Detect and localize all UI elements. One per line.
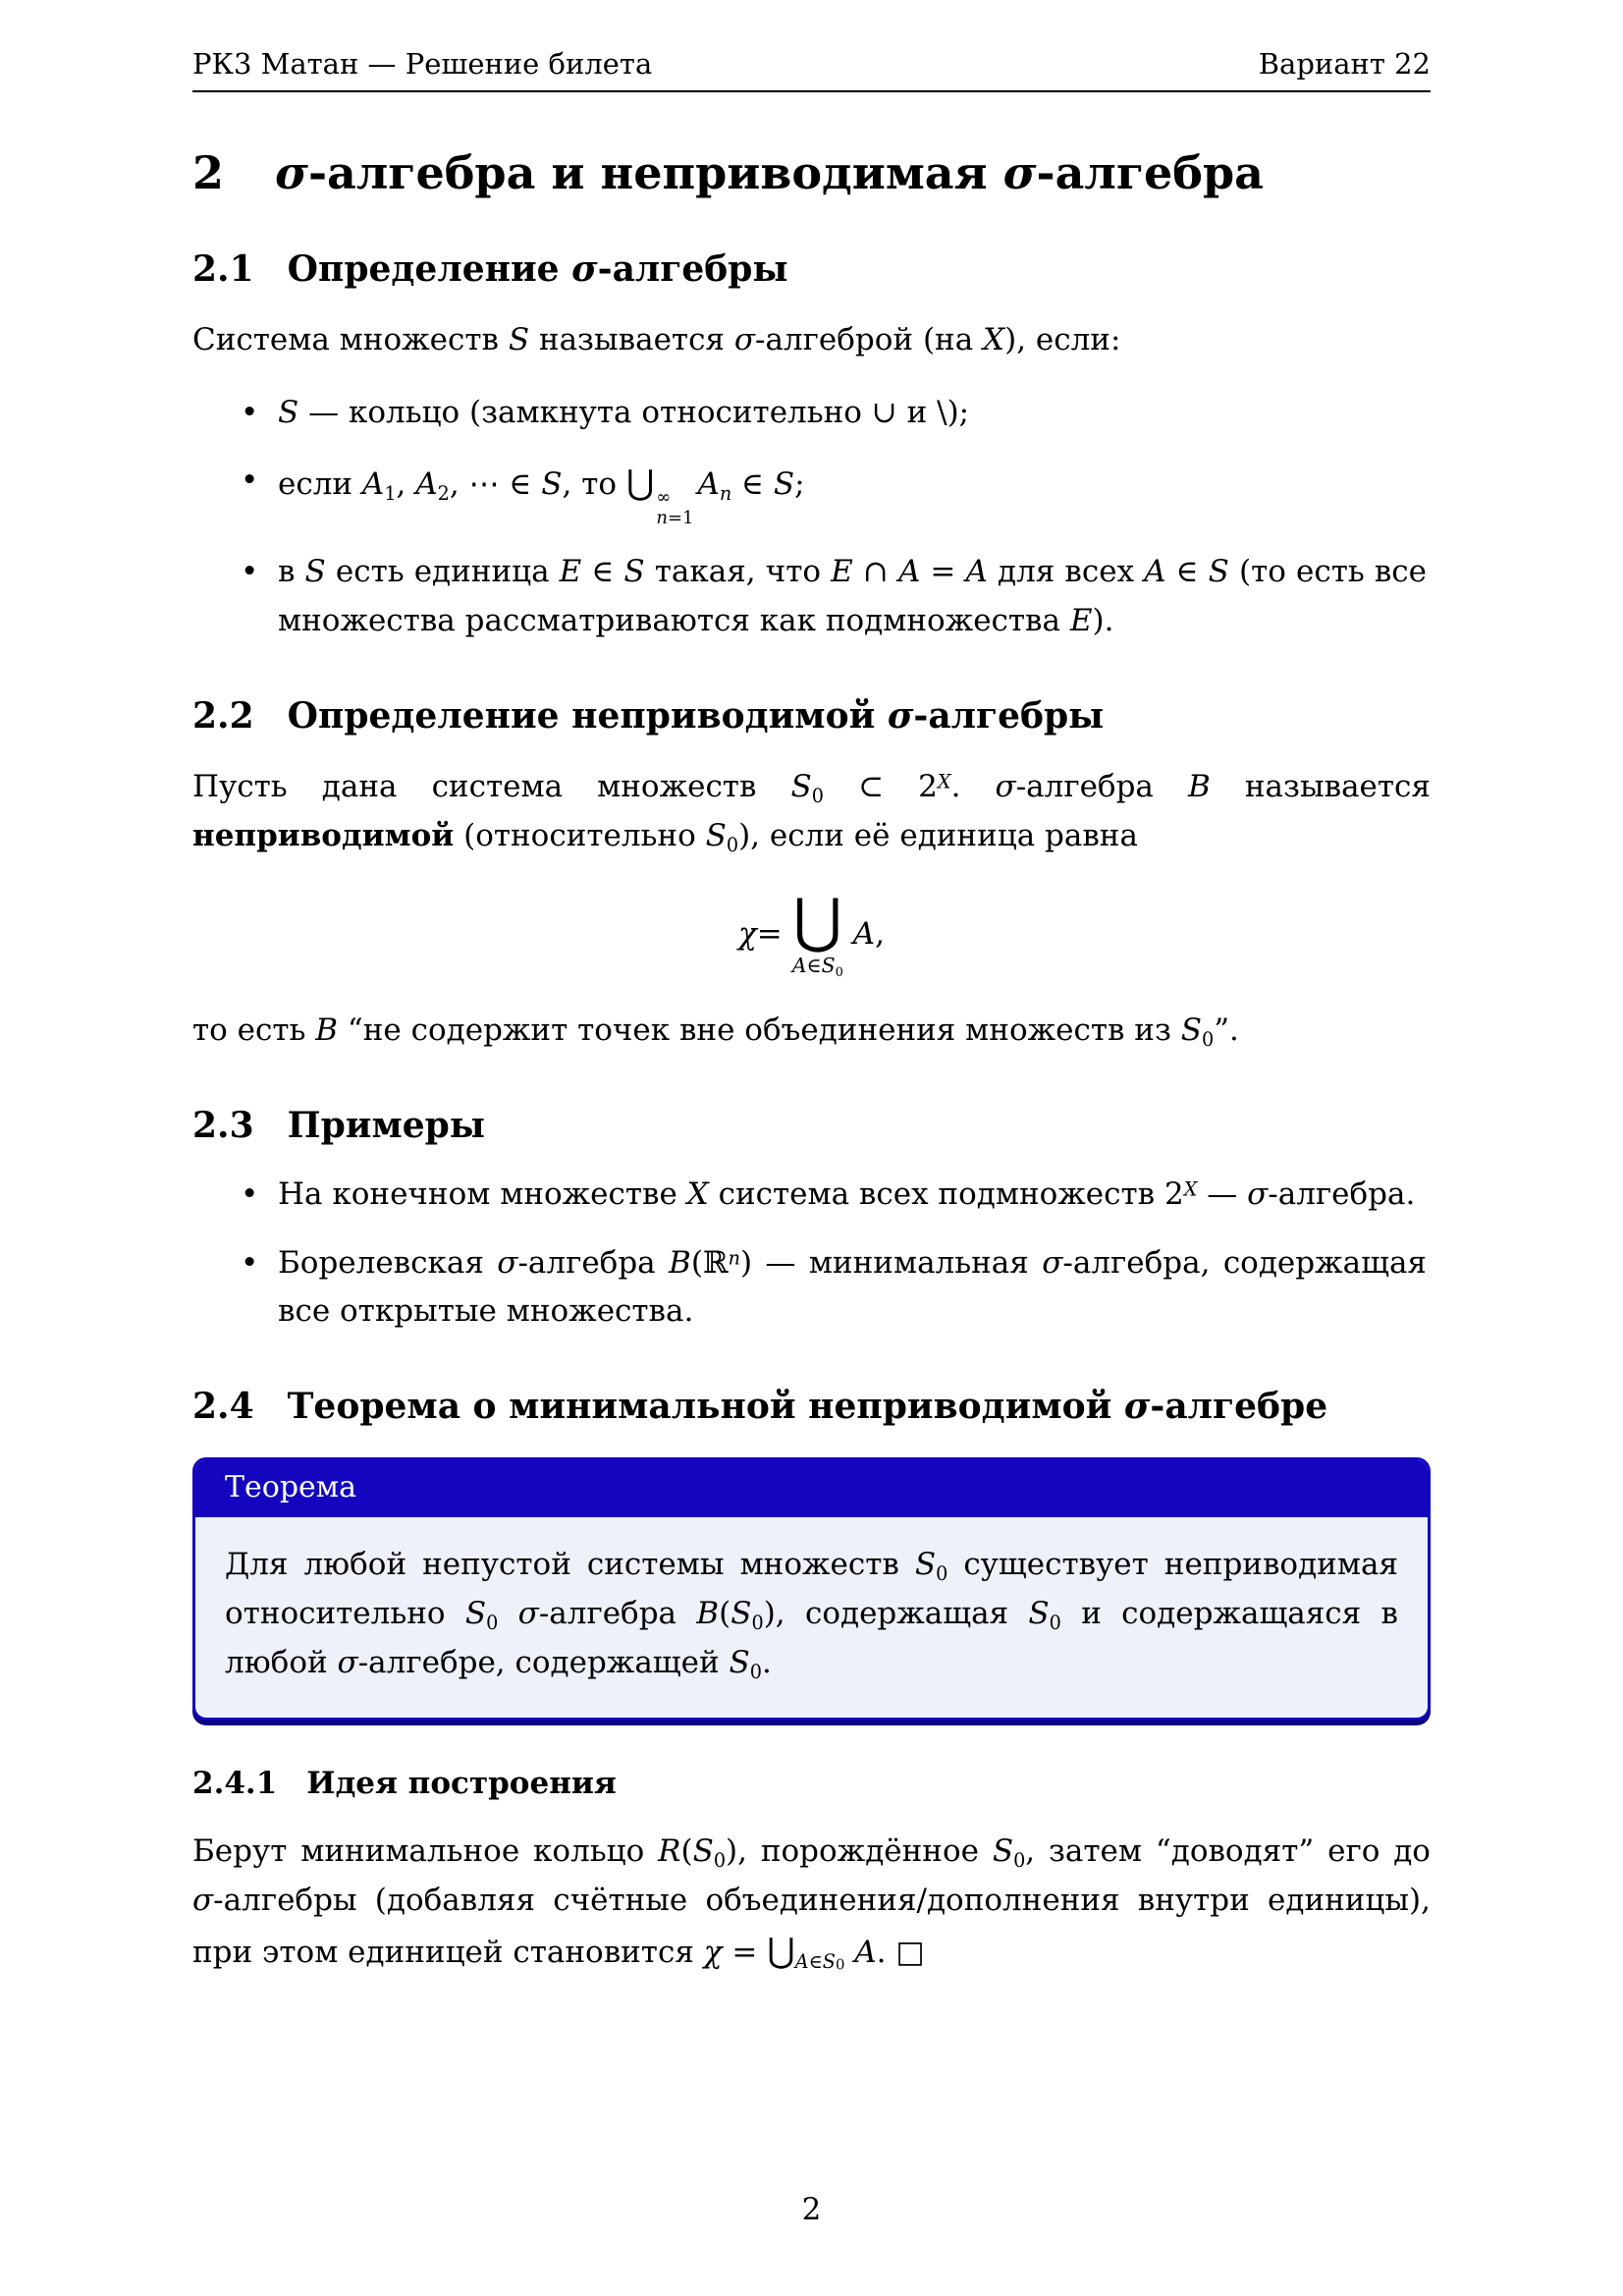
section-2-1-heading	[192, 248, 1431, 291]
running-header	[192, 0, 1431, 92]
section-number: 2	[192, 145, 225, 199]
section-title: Определение σ-алгебры	[287, 247, 788, 290]
list-item: • если $A_1$, $A_2$, ⋯ ∈ S, то ⋃ ∞ n=1 $A_n$ ∈ S;	[278, 457, 1431, 528]
theorem-title-bar	[195, 1460, 1428, 1517]
section-number: 2.3	[192, 1104, 254, 1146]
sigma-algebra-conditions-list	[192, 389, 1431, 646]
section-title: Теорема о минимальной неприводимой σ-алгебре	[287, 1385, 1328, 1427]
list-item: • Борелевская σ-алгебра B(ℝ$^n$) — минимальная σ-алгебра, содержащая все открытые множества.	[278, 1239, 1431, 1337]
header-left-title: РК3 Матан — Решение билета	[192, 47, 653, 81]
irreducible-definition-outro: то есть B “не содержит точек вне объединения множеств из $S_0$”.	[192, 1011, 1239, 1051]
section-2-3-heading	[192, 1105, 1431, 1147]
section-number: 2.1	[192, 247, 254, 290]
irreducible-definition-intro: Пусть дана система множеств $S_0$ ⊂ $2^X$. σ-алгебра B называется неприводимой (относительно $S_0$), если её единица равна	[192, 768, 1431, 856]
theorem-statement: Для любой непустой системы множеств $S_0$ существует неприводимая относительно $S_0$ σ-алгебра $B(S_0)$, содержащая $S_0$ и содержащаяся в любой σ-алгебре, содержащей $S_0$.	[225, 1546, 1398, 1683]
section-2-heading	[192, 147, 1431, 199]
section-2-4-1-heading	[192, 1766, 1431, 1802]
header-variant-label: Вариант 22	[1258, 47, 1431, 81]
section-title: Примеры	[287, 1104, 485, 1146]
section-title: σ-алгебра и неприводимая σ-алгебра	[275, 145, 1264, 199]
page-number: 2	[801, 2192, 822, 2228]
section-number: 2.4.1	[192, 1765, 278, 1801]
construction-idea-paragraph: Берут минимальное кольцо $R(S_0)$, порождённое $S_0$, затем “доводят” его до σ-алгебры (добавляя счётные объединения/дополнения внутри единицы), при этом единицей становится $\chi = ⋃_{A\in S0}$ A. □	[192, 1832, 1431, 1974]
section-title: Определение неприводимой σ-алгебры	[287, 694, 1105, 737]
section-2-4-heading	[192, 1386, 1431, 1428]
list-item: • S — кольцо (замкнута относительно ∪ и \);	[278, 389, 1431, 438]
section-number: 2.4	[192, 1385, 254, 1427]
theorem-label: Теорема	[225, 1469, 357, 1504]
list-item: • На конечном множестве X система всех подмножеств $2^X$ — σ-алгебра.	[278, 1171, 1431, 1220]
list-item: • в S есть единица E ∈ S такая, что E ∩ A = A для всех A ∈ S (то есть все множества рассматриваются как подмножества E).	[278, 548, 1431, 645]
section-title: Идея построения	[306, 1765, 617, 1801]
theorem-box	[192, 1457, 1431, 1721]
section-2-2-heading	[192, 695, 1431, 738]
examples-list	[192, 1171, 1431, 1337]
display-equation-union: χ = ⋃ $A\in S_0$ A ,	[737, 886, 885, 980]
section-number: 2.2	[192, 694, 254, 737]
sigma-algebra-definition-intro: Система множеств S называется σ-алгеброй (на X), если:	[192, 321, 1121, 357]
